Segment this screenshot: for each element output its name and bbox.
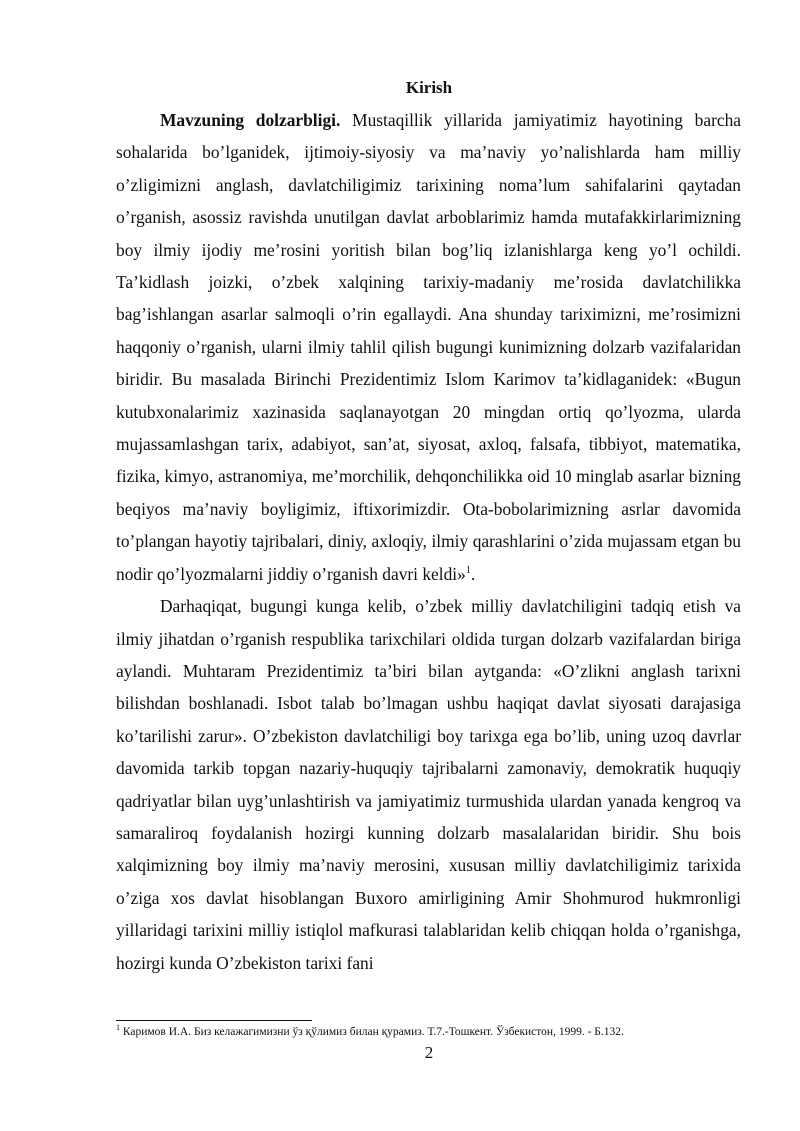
footnote-marker: 1 (116, 1023, 120, 1033)
paragraph-lead-heading: Mavzuning dolzarbligi. (160, 110, 341, 130)
page-number: 2 (424, 1043, 434, 1062)
paragraph-relevance (116, 104, 741, 590)
footnote (116, 1025, 756, 1039)
body-text (116, 104, 741, 979)
footnote-reference: 1 (465, 564, 471, 576)
footnote-divider (116, 1020, 312, 1021)
paragraph-text: Mustaqillik yillarida jamiyatimiz hayotining barcha sohalarida bo’lganidek, ijtimoiy-siyosiy va ma’naviy yo’nalishlarda ham milliy o’zligimizni anglash, davlatchiligimiz tarixining noma’lum sahifalarini qaytadan o’rganish, asossiz ravishda unutilgan davlat arboblarimiz hamda mutafakkirlarimizning boy ilmiy ijodiy me’rosini yoritish bilan bog’liq izlanishlarga keng yo’l ochildi. Ta’kidlash joizki, o’zbek xalqining tarixiy-madaniy me’rosida davlatchilikka bag’ishlangan asarlar salmoqli o’rin egallaydi. Ana shunday tariximizni, me’rosimizni haqqoniy o’rganish, ularni ilmiy tahlil qilish bugungi kunimizning dolzarb vazifalaridan biridir. Bu masalada Birinchi Prezidentimiz Islom Karimov ta’kidlaganidek: «Bugun kutubxonalarimiz xazinasida saqlanayotgan 20 mingdan ortiq qo’lyozma, ularda mujassamlashgan tarix, adabiyot, san’at, siyosat, axloq, falsafa, tibbiyot, matematika, fizika, kimyo, astranomiya, me’morchilik, dehqonchilikka oid 10 minglab asarlar bizning beqiyos ma’naviy boyligimiz, iftixorimizdir. Ota-bobolarimizning asrlar davomida to’plangan hayotiy tajribalari, diniy, axloqiy, ilmiy qarashlarini o’zida mujassam etgan bu nodir qo’lyozmalarni jiddiy o’rganish davri keldi» (116, 110, 741, 584)
footnote-text: Каримов И.А. Биз келажагимизни ўз қўлимиз билан қурамиз. Т.7.-Тошкент. Ўзбекистон, 1999. - Б.132. (120, 1026, 624, 1038)
page-title: Kirish (405, 78, 453, 97)
paragraph-darhaqiqat: Darhaqiqat, bugungi kunga kelib, o’zbek milliy davlatchiligini tadqiq etish va ilmiy jihatdan o’rganish respublika tarixchilari oldida turgan dolzarb vazifalardan biriga aylandi. Muhtaram Prezidentimiz ta’biri bilan aytganda: «O’zlikni anglash tarixni bilishdan boshlanadi. Isbot talab bo’lmagan ushbu haqiqat davlat siyosati darajasiga ko’tarilishi zarur». O’zbekiston davlatchiligi boy tarixga ega bo’lib, uning uzoq davrlar davomida tarkib topgan nazariy-huquqiy tajribalarni zamonaviy, demokratik huquqiy qadriyatlar bilan uyg’unlashtirish va jamiyatimiz turmushida ulardan yanada kengroq va samaraliroq foydalanish hozirgi kunning dolzarb masalalaridan biridir. Shu bois xalqimizning boy ilmiy ma’naviy merosini, xususan milliy davlatchiligimiz tarixida o’ziga xos davlat hisoblangan Buxoro amirligining Amir Shohmurod hukmronligi yillaridagi tarixini milliy istiqlol mafkurasi talablaridan kelib chiqqan holda o’rganishga, hozirgi kunda O’zbekiston tarixi fani (116, 596, 741, 973)
paragraph-end: . (470, 563, 476, 584)
